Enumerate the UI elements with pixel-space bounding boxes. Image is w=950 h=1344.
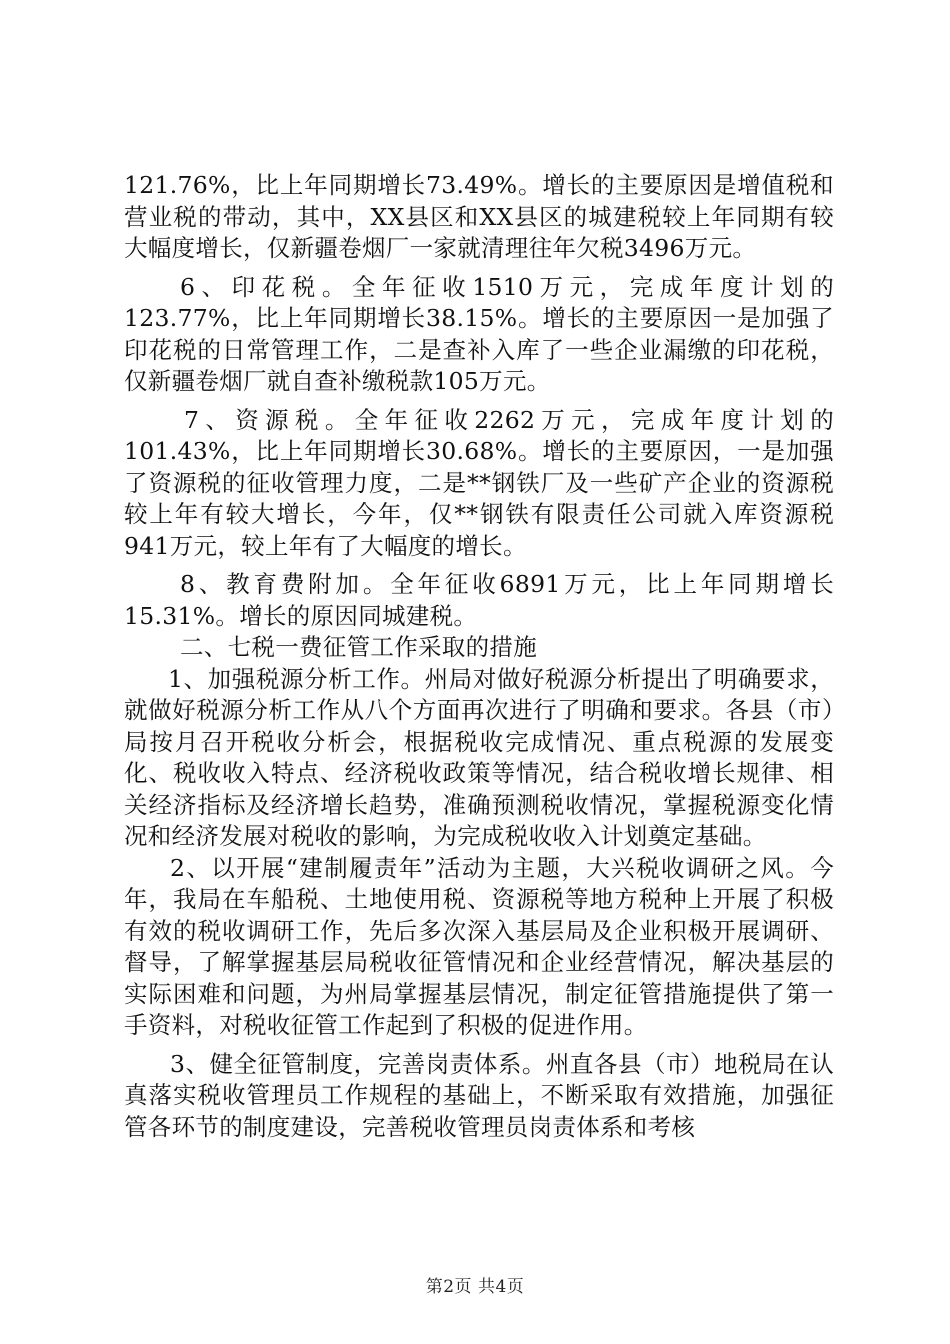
- paragraph-collection-system: 3、健全征管制度，完善岗责体系。州直各县（市）地税局在认真落实税收管理员工作规程的基础上，不断采取有效措施，加强征管各环节的制度建设，完善税收管理员岗责体系和考核: [124, 1049, 834, 1141]
- paragraph-tax-source-analysis: 1、加强税源分析工作。州局对做好税源分析提出了明确要求，就做好税源分析工作从八个方面再次进行了明确和要求。各县（市）局按月召开税收分析会，根据税收完成情况、重点税源的发展变化、税收收入特点、经济税收政策等情况，结合税收增长规律、相关经济指标及经济增长趋势，准确预测税收情况，掌握税源变化情况和经济发展对税收的影响，为完成税收收入计划奠定基础。: [124, 664, 834, 850]
- paragraph-resource-tax: 7、资源税。全年征收2262万元，完成年度计划的101.43%，比上年同期增长30.68%。增长的主要原因，一是加强了资源税的征收管理力度，二是**钢铁厂及一些矿产企业的资源税较上年有较大增长，今年，仅**钢铁有限责任公司就入库资源税941万元，较上年有了大幅度的增长。: [124, 405, 834, 560]
- paragraph-education-surcharge: 8、教育费附加。全年征收6891万元，比上年同期增长15.31%。增长的原因同城建税。: [124, 570, 834, 630]
- page-number-footer: 第2页 共4页: [425, 1277, 525, 1297]
- document-body: [124, 170, 834, 1143]
- paragraph-stamp-tax: 6、印花税。全年征收1510万元，完成年度计划的123.77%，比上年同期增长38.15%。增长的主要原因一是加强了印花税的日常管理工作，二是查补入库了一些企业漏缴的印花税，仅新疆卷烟厂就自查补缴税款105万元。: [124, 272, 834, 395]
- paragraph-city-construction-tax-continued: 121.76%，比上年同期增长73.49%。增长的主要原因是增值税和营业税的带动，其中，XX县区和XX县区的城建税较上年同期有较大幅度增长，仅新疆卷烟厂一家就清理往年欠税3496万元。: [124, 171, 834, 262]
- section-heading-measures: 二、七税一费征管工作采取的措施: [180, 633, 537, 661]
- paragraph-tax-research: 2、以开展“建制履责年”活动为主题，大兴税收调研之风。今年，我局在车船税、土地使用税、资源税等地方税种上开展了积极有效的税收调研工作，先后多次深入基层局及企业积极开展调研、督导，了解掌握基层局税收征管情况和企业经营情况，解决基层的实际困难和问题，为州局掌握基层情况，制定征管措施提供了第一手资料，对税收征管工作起到了积极的促进作用。: [124, 853, 834, 1039]
